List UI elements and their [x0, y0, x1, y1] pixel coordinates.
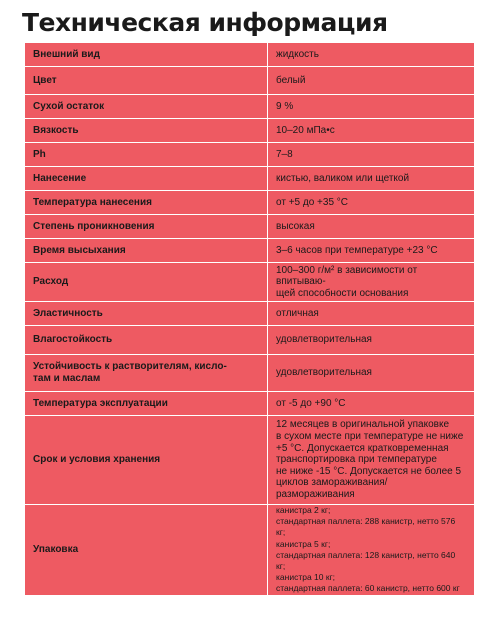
table-row	[25, 416, 475, 505]
row-label: Срок и условия хранения	[25, 416, 268, 505]
row-value: 7–8	[268, 143, 475, 167]
table-row	[25, 43, 475, 67]
row-value: от -5 до +90 °С	[268, 392, 475, 416]
row-value: от +5 до +35 °С	[268, 191, 475, 215]
row-value: белый	[268, 67, 475, 95]
row-value: кистью, валиком или щеткой	[268, 167, 475, 191]
row-label: Внешний вид	[25, 43, 268, 67]
row-value: 100–300 г/м² в зависимости от впитываю- щей способности основания	[268, 263, 475, 302]
table-row	[25, 95, 475, 119]
row-label: Вязкость	[25, 119, 268, 143]
row-label: Влагостойкость	[25, 326, 268, 355]
row-label: Температура эксплуатации	[25, 392, 268, 416]
table-row	[25, 119, 475, 143]
row-value: высокая	[268, 215, 475, 239]
table-row	[25, 505, 475, 596]
tech-info-table	[24, 42, 475, 596]
table-row	[25, 191, 475, 215]
row-label: Сухой остаток	[25, 95, 268, 119]
table-row	[25, 302, 475, 326]
row-value: отличная	[268, 302, 475, 326]
row-label: Эластичность	[25, 302, 268, 326]
row-label: Время высыхания	[25, 239, 268, 263]
row-value: жидкость	[268, 43, 475, 67]
row-label: Расход	[25, 263, 268, 302]
row-value: канистра 2 кг; стандартная паллета: 288 канистр, нетто 576 кг; канистра 5 кг; стандартная паллета: 128 канистр, нетто 640 кг; канистра 10 кг; стандартная паллета: 60 канистр, нетто 600 кг	[268, 505, 475, 596]
row-value: 3–6 часов при температуре +23 °С	[268, 239, 475, 263]
table-row	[25, 215, 475, 239]
page-title: Техническая информация	[22, 8, 388, 37]
table-row	[25, 355, 475, 392]
row-value: 10–20 мПа•с	[268, 119, 475, 143]
table-row	[25, 167, 475, 191]
table-row	[25, 263, 475, 302]
row-label: Ph	[25, 143, 268, 167]
row-label: Температура нанесения	[25, 191, 268, 215]
row-label: Степень проникновения	[25, 215, 268, 239]
table-row	[25, 239, 475, 263]
row-value: 12 месяцев в оригинальной упаковке в сухом месте при температуре не ниже +5 °С. Допускается кратковременная транспортировка при температуре не ниже -15 °С. Допускается не более 5 циклов замораживания/размораживания	[268, 416, 475, 505]
row-label: Упаковка	[25, 505, 268, 596]
row-label: Устойчивость к растворителям, кисло- там и маслам	[25, 355, 268, 392]
row-value: удовлетворительная	[268, 326, 475, 355]
row-label: Цвет	[25, 67, 268, 95]
row-label: Нанесение	[25, 167, 268, 191]
table-row	[25, 326, 475, 355]
table-row	[25, 67, 475, 95]
row-value: 9 %	[268, 95, 475, 119]
table-row	[25, 392, 475, 416]
row-value: удовлетворительная	[268, 355, 475, 392]
table-row	[25, 143, 475, 167]
